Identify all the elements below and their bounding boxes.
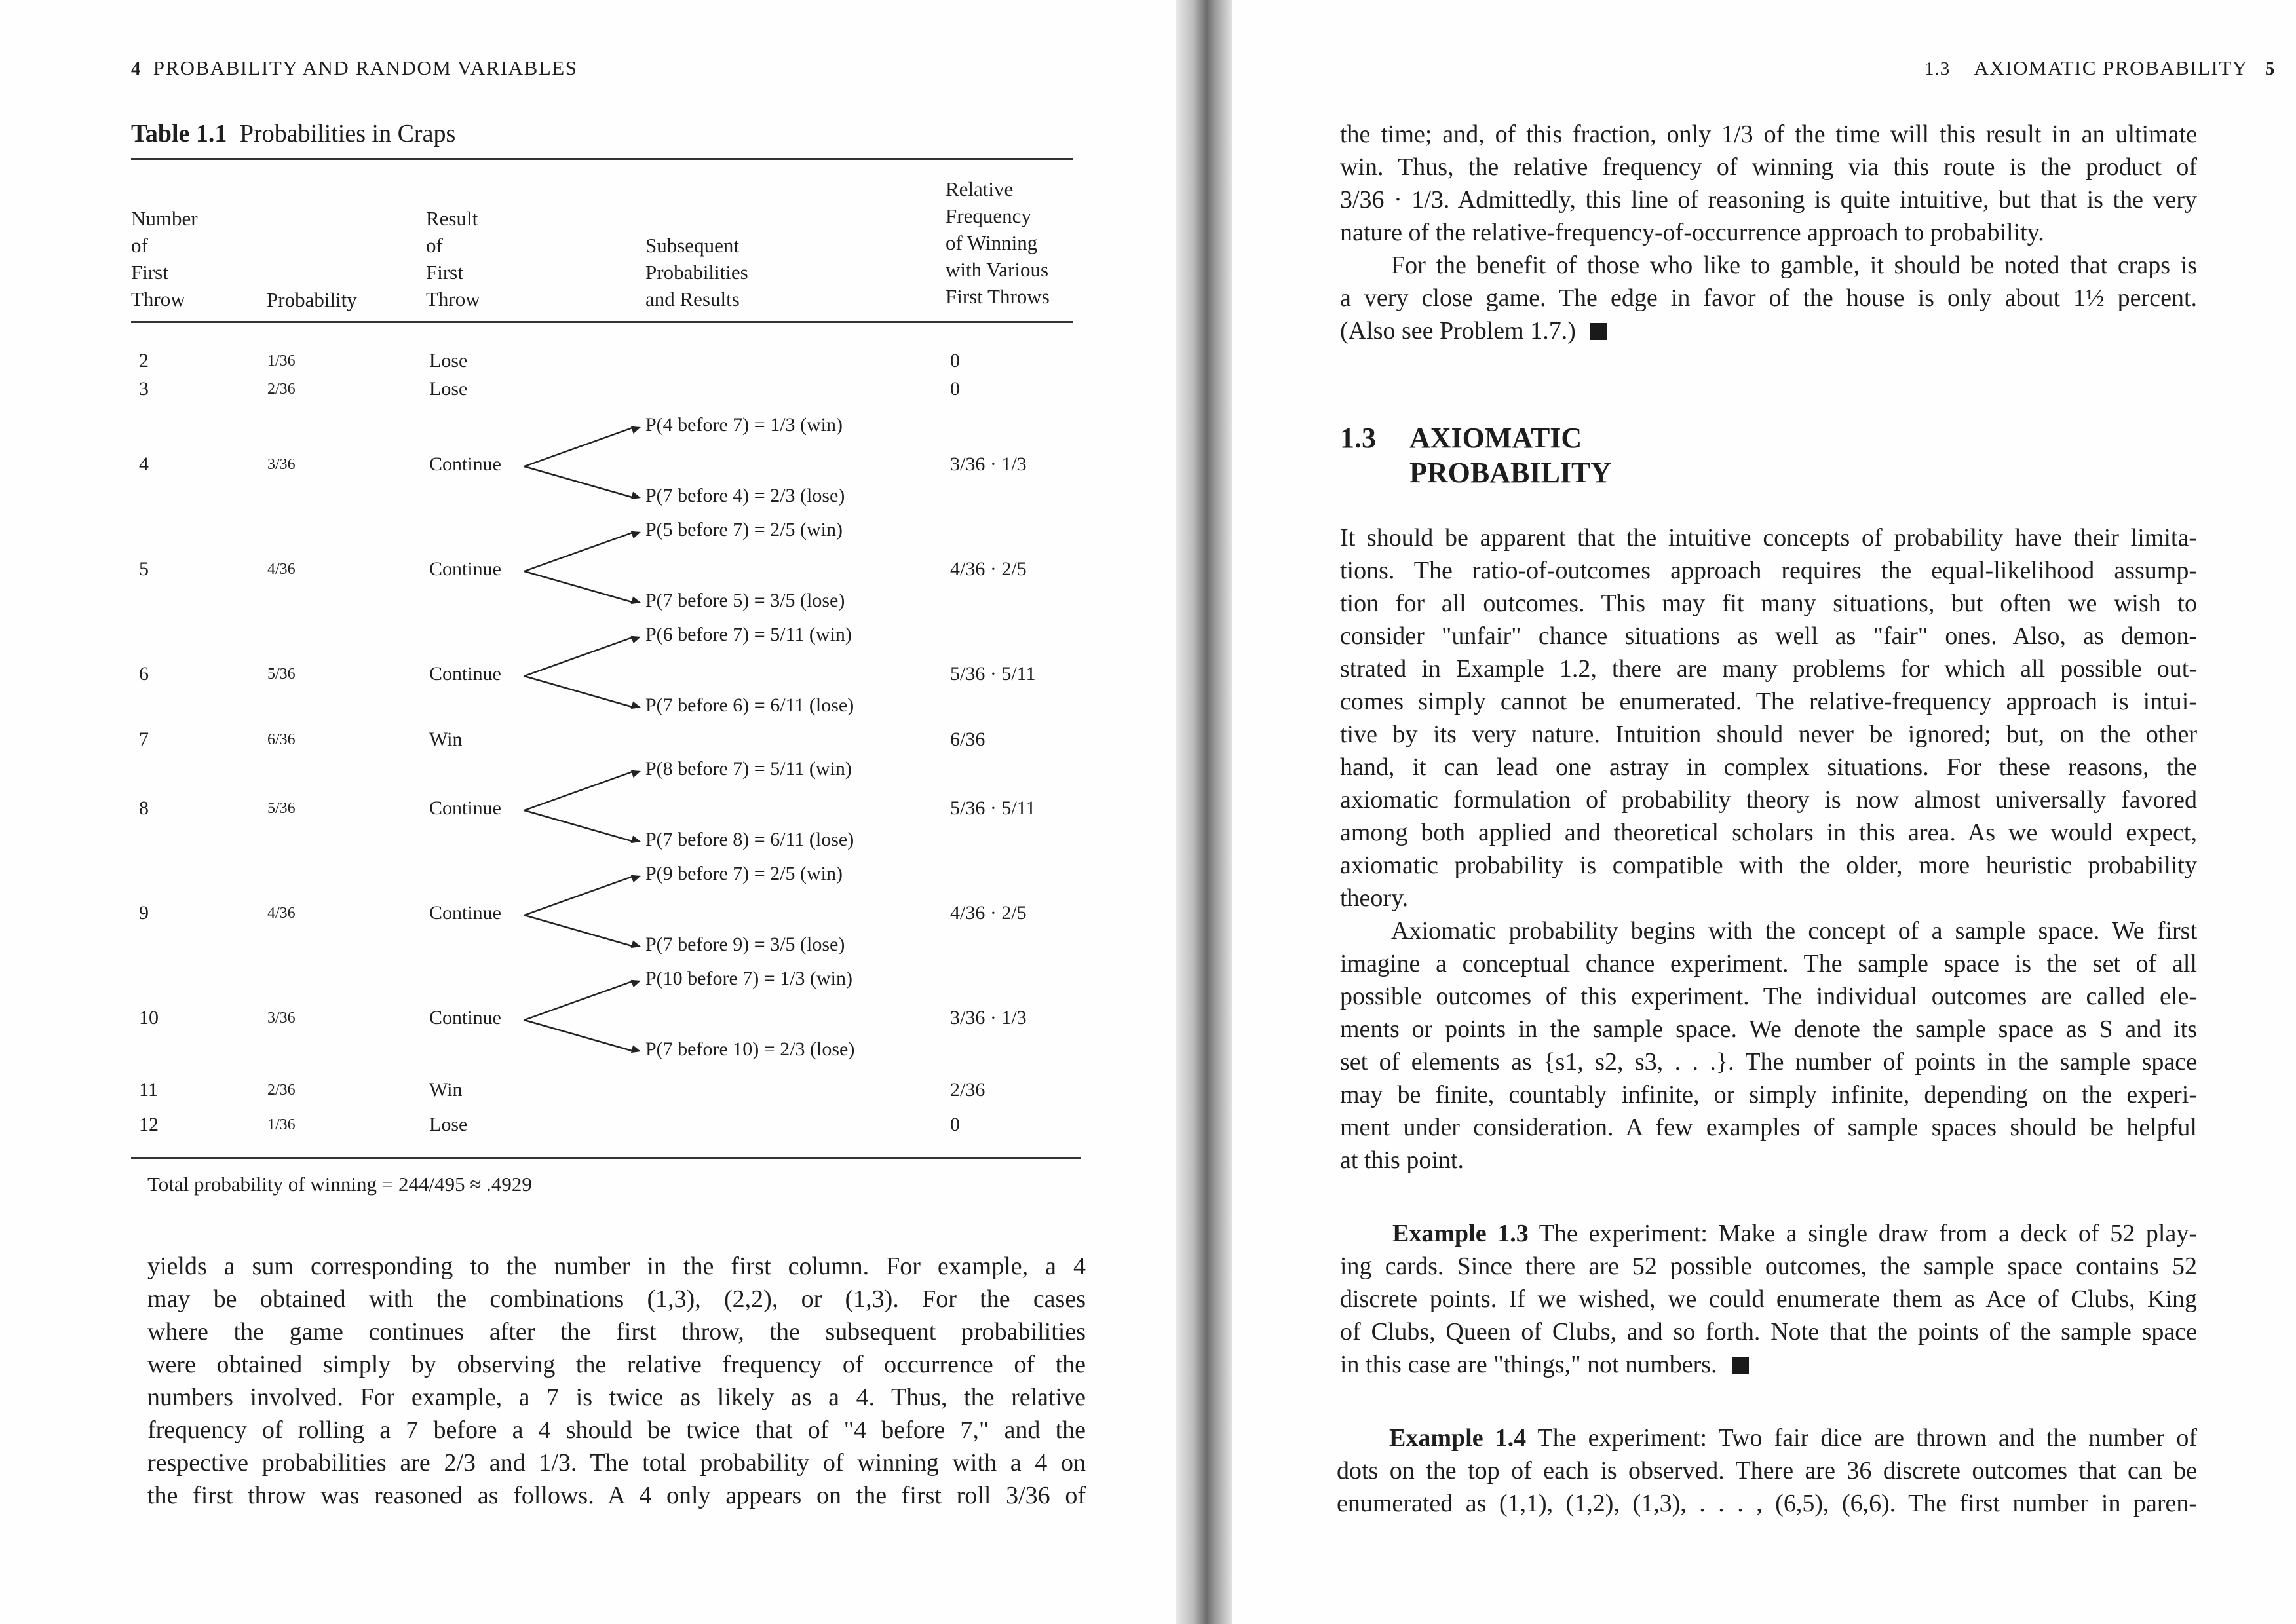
branch-arrow-lose-head <box>631 941 641 949</box>
row-subsequent-lose: P(7 before 6) = 6/11 (lose) <box>645 694 854 716</box>
branch-arrow-win <box>524 771 634 810</box>
text-line: tions. The ratio-of-outcomes approach requires the equal-likelihood assump- <box>1340 557 2197 584</box>
branch-arrow-lose <box>524 571 634 603</box>
branch-arrow-lose <box>524 915 634 947</box>
end-of-proof-mark <box>1732 1357 1749 1374</box>
row-relative-frequency: 5/36 · 5/11 <box>950 663 1036 685</box>
end-of-proof-mark <box>1590 323 1607 340</box>
row-probability: 4/36 <box>267 561 296 578</box>
row-result: Continue <box>429 663 501 685</box>
text-line: consider "unfair" chance situations as well as "fair" ones. Also, as demon- <box>1340 622 2197 650</box>
text-line: may be finite, countably infinite, or simply infinite, depending on the experi- <box>1340 1081 2197 1108</box>
row-result: Continue <box>429 453 501 475</box>
text-line: tion for all outcomes. This may fit many situations, but often we wish to <box>1340 590 2197 617</box>
row-probability: 3/36 <box>267 456 296 473</box>
branch-arrows <box>0 0 1176 1245</box>
text-line: hand, it can lead one astray in complex situations. For these reasons, the <box>1340 753 2197 781</box>
row-relative-frequency: 6/36 <box>950 728 985 750</box>
text-line: It should be apparent that the intuitive concepts of probability have their limita- <box>1340 524 2197 552</box>
section-title-line1: AXIOMATIC <box>1409 422 1582 454</box>
text-line: respective probabilities are 2/3 and 1/3. The total probability of winning with a 4 on <box>147 1449 1086 1477</box>
intro-text <box>1340 118 2197 347</box>
text-line: imagine a conceptual chance experiment. The sample space is the set of all <box>1340 950 2197 977</box>
row-result: Continue <box>429 797 501 819</box>
text-line: a very close game. The edge in favor of the house is only about 1½ percent. <box>1340 284 2197 312</box>
branch-arrow-lose-head <box>631 702 641 709</box>
row-probability: 2/36 <box>267 381 296 398</box>
branch-arrow-win-head <box>631 636 641 643</box>
row-relative-frequency: 0 <box>950 378 960 400</box>
row-number: 11 <box>139 1079 158 1101</box>
header-title-right: AXIOMATIC PROBABILITY <box>1974 56 2248 79</box>
row-result: Continue <box>429 902 501 924</box>
text-line: theory. <box>1340 884 1409 912</box>
text-line: at this point. <box>1340 1146 1464 1174</box>
row-subsequent-lose: P(7 before 5) = 3/5 (lose) <box>645 590 845 611</box>
text-line: discrete points. If we wished, we could enumerate them as Ace of Clubs, King <box>1340 1285 2197 1313</box>
branch-arrow-win-head <box>631 770 641 778</box>
table-bottom-rule <box>131 1157 1081 1159</box>
row-number: 6 <box>139 663 149 685</box>
branch-arrow-lose-head <box>631 1046 641 1053</box>
text-line: dots on the top of each is observed. There are 36 discrete outcomes that can be <box>1337 1457 2197 1484</box>
branch-arrow-lose <box>524 1020 634 1051</box>
row-subsequent-lose: P(7 before 8) = 6/11 (lose) <box>645 829 854 850</box>
col-header-subsequent: Subsequent Probabilities and Results <box>645 234 748 311</box>
row-subsequent-win: P(5 before 7) = 2/5 (win) <box>645 519 843 540</box>
row-probability: 3/36 <box>267 1010 296 1027</box>
branch-arrow-win-head <box>631 426 641 434</box>
branch-arrow-lose <box>524 466 634 498</box>
row-number: 5 <box>139 558 149 580</box>
row-result: Win <box>429 728 463 750</box>
branch-arrow-lose <box>524 676 634 708</box>
example-label: Example 1.3 <box>1392 1220 1529 1247</box>
text-line: (Also see Problem 1.7.) <box>1340 314 2197 347</box>
text-line: ment under consideration. A few examples of sample spaces should be helpful <box>1340 1114 2197 1141</box>
branch-arrow-win <box>524 427 634 466</box>
row-number: 12 <box>139 1114 159 1135</box>
section-heading <box>1340 421 1612 489</box>
row-relative-frequency: 0 <box>950 1114 960 1135</box>
text-line: axiomatic probability is compatible with the older, more heuristic probability <box>1340 852 2197 879</box>
text-line: Axiomatic probability begins with the concept of a sample space. We first <box>1391 917 2197 945</box>
branch-arrow-win <box>524 981 634 1020</box>
branch-arrow-win-head <box>631 875 641 882</box>
table-title: Probabilities in Craps <box>239 120 456 147</box>
text-line: the first throw was reasoned as follows. A 4 only appears on the first roll 3/36 of <box>147 1482 1086 1509</box>
row-subsequent-lose: P(7 before 9) = 3/5 (lose) <box>645 934 845 955</box>
row-result: Win <box>429 1079 463 1101</box>
example-1-4 <box>1337 1422 2197 1520</box>
page-number-right: 5 <box>2265 58 2276 79</box>
row-relative-frequency: 0 <box>950 350 960 371</box>
left-body-text <box>147 1250 1086 1512</box>
text-line: set of elements as {s1, s2, s3, . . .}. The number of points in the sample space <box>1340 1048 2197 1076</box>
row-probability: 5/36 <box>267 666 296 683</box>
running-header-right <box>1924 56 2275 80</box>
col-header-probability: Probability <box>267 288 357 311</box>
row-probability: 1/36 <box>267 352 296 369</box>
text-line: were obtained simply by observing the relative frequency of occurrence of the <box>147 1351 1086 1378</box>
header-title-left: PROBABILITY AND RANDOM VARIABLES <box>153 56 578 79</box>
branch-arrow-lose-head <box>631 597 641 605</box>
text-line: the time; and, of this fraction, only 1/3 of the time will this result in an ultimate <box>1340 121 2197 148</box>
col-header-number: Number of First Throw <box>131 207 198 311</box>
text-line: win. Thus, the relative frequency of winning via this route is the product of <box>1340 153 2197 181</box>
row-subsequent-win: P(8 before 7) = 5/11 (win) <box>645 758 852 780</box>
branch-arrow-win-head <box>631 980 641 987</box>
row-number: 4 <box>139 453 149 475</box>
text-line: The experiment: Two fair dice are thrown and the number of <box>1526 1424 2198 1452</box>
row-number: 10 <box>139 1007 159 1029</box>
row-probability: 5/36 <box>267 800 296 817</box>
text-line <box>1337 1422 2197 1454</box>
branch-arrow-lose-head <box>631 492 641 500</box>
section-title-line2: PROBABILITY <box>1409 457 1612 489</box>
row-result: Lose <box>429 1114 468 1135</box>
book-gutter <box>1176 0 1232 1624</box>
row-relative-frequency: 4/36 · 2/5 <box>950 902 1027 924</box>
text-line: of Clubs, Queen of Clubs, and so forth. Note that the points of the sample space <box>1340 1318 2197 1346</box>
text-line: 3/36 · 1/3. Admittedly, this line of reasoning is quite intuitive, but that is the very <box>1340 186 2197 214</box>
row-subsequent-win: P(4 before 7) = 1/3 (win) <box>645 414 843 436</box>
row-result: Continue <box>429 1007 501 1029</box>
example-label: Example 1.4 <box>1389 1424 1527 1452</box>
row-number: 9 <box>139 902 149 924</box>
row-number: 3 <box>139 378 149 400</box>
section-number: 1.3 <box>1340 422 1376 454</box>
example-1-3 <box>1340 1217 2197 1381</box>
row-subsequent-lose: P(7 before 4) = 2/3 (lose) <box>645 485 845 506</box>
text-line: tive by its very nature. Intuition should never be ignored; but, on the other <box>1340 721 2197 748</box>
text-line: yields a sum corresponding to the number in the first column. For example, a 4 <box>147 1253 1086 1280</box>
branch-arrow-lose <box>524 810 634 842</box>
section-body-text <box>1340 521 2197 1177</box>
row-probability: 2/36 <box>267 1082 296 1099</box>
header-section: 1.3 <box>1924 58 1951 79</box>
text-line: may be obtained with the combinations (1,3), (2,2), or (1,3). For the cases <box>147 1285 1086 1313</box>
page-number-left: 4 <box>131 58 142 79</box>
row-subsequent-lose: P(7 before 10) = 2/3 (lose) <box>645 1038 855 1060</box>
row-relative-frequency: 5/36 · 5/11 <box>950 797 1036 819</box>
text-line: ments or points in the sample space. We denote the sample space as S and its <box>1340 1015 2197 1043</box>
text-line: among both applied and theoretical scholars in this area. As we would expect, <box>1340 819 2197 846</box>
text-line: The experiment: Make a single draw from a deck of 52 play- <box>1528 1220 2197 1247</box>
row-subsequent-win: P(9 before 7) = 2/5 (win) <box>645 863 843 884</box>
branch-arrow-lose-head <box>631 836 641 844</box>
row-probability: 1/36 <box>267 1116 296 1133</box>
text-line: ing cards. Since there are 52 possible outcomes, the sample space contains 52 <box>1340 1253 2197 1280</box>
row-subsequent-win: P(10 before 7) = 1/3 (win) <box>645 968 853 989</box>
text-line: frequency of rolling a 7 before a 4 should be twice that of "4 before 7," and the <box>147 1416 1086 1444</box>
text-line <box>1340 1217 2197 1250</box>
branch-arrow-win <box>524 532 634 571</box>
row-relative-frequency: 3/36 · 1/3 <box>950 453 1027 475</box>
text-line: enumerated as (1,1), (1,2), (1,3), . . . , (6,5), (6,6). The first number in paren- <box>1337 1490 2197 1517</box>
row-result: Lose <box>429 378 468 400</box>
col-header-result: Result of First Throw <box>426 207 480 311</box>
row-relative-frequency: 4/36 · 2/5 <box>950 558 1027 580</box>
text-line: For the benefit of those who like to gamble, it should be noted that craps is <box>1391 252 2197 279</box>
col-header-relative: Relative Frequency of Winning with Various First Throws <box>946 178 1050 308</box>
table-label: Table 1.1 <box>131 120 227 147</box>
row-number: 2 <box>139 350 149 371</box>
branch-arrow-win <box>524 876 634 915</box>
branch-arrow-win <box>524 637 634 676</box>
row-result: Continue <box>429 558 501 580</box>
text-line: axiomatic formulation of probability theory is now almost universally favored <box>1340 786 2197 814</box>
row-probability: 6/36 <box>267 731 296 748</box>
branch-arrow-win-head <box>631 531 641 538</box>
row-relative-frequency: 2/36 <box>950 1079 985 1101</box>
row-relative-frequency: 3/36 · 1/3 <box>950 1007 1027 1029</box>
text-line: nature of the relative-frequency-of-occurrence approach to probability. <box>1340 219 2044 246</box>
row-number: 7 <box>139 728 149 750</box>
text-line: where the game continues after the first throw, the subsequent probabilities <box>147 1318 1086 1346</box>
text-line: in this case are "things," not numbers. <box>1340 1348 2197 1381</box>
text-line: strated in Example 1.2, there are many problems for which all possible out- <box>1340 655 2197 683</box>
row-probability: 4/36 <box>267 905 296 922</box>
row-subsequent-win: P(6 before 7) = 5/11 (win) <box>645 624 852 645</box>
row-result: Lose <box>429 350 468 371</box>
right-page <box>1232 0 2296 1624</box>
text-line: numbers involved. For example, a 7 is twice as likely as a 4. Thus, the relative <box>147 1384 1086 1411</box>
row-number: 8 <box>139 797 149 819</box>
text-line: possible outcomes of this experiment. The individual outcomes are called ele- <box>1340 983 2197 1010</box>
text-line: comes simply cannot be enumerated. The relative-frequency approach is intui- <box>1340 688 2197 715</box>
total-probability: Total probability of winning = 244/495 ≈ .4929 <box>147 1173 532 1196</box>
